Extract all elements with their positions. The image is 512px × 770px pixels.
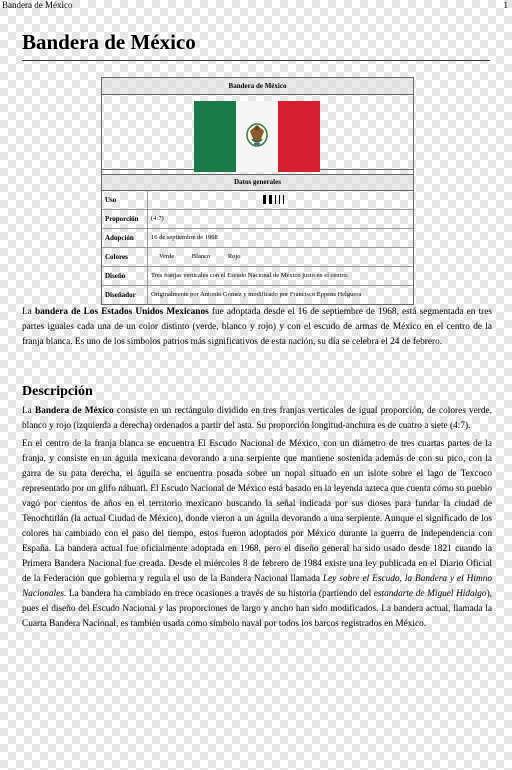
infobox-key: Proporción (102, 210, 148, 228)
infobox-row-diseno (102, 267, 413, 286)
infobox-value (148, 248, 413, 266)
title-rule (22, 60, 490, 61)
coat-of-arms-icon (236, 101, 278, 172)
descripcion-paragraph-1 (22, 404, 492, 434)
flag-red-stripe (278, 101, 320, 172)
infobox-row-uso (102, 191, 413, 210)
infobox-row-colores (102, 248, 413, 267)
infobox-key: Uso (102, 191, 148, 209)
infobox-value: 16 de septiembre de 1968 (151, 234, 218, 241)
bold-text: Bandera de México (35, 406, 114, 416)
text-span: consiste en un rectángulo dividido en tres franjas verticales de igual proporción, de colores verde, blanco y rojo (izquierda a derecha) ordenados a partir del asta. Su proporción longitud-anchura es de cuatro a siete (4:7). (22, 406, 492, 431)
bold-text: bandera de Los Estados Unidos Mexicanos (34, 307, 209, 317)
infobox-key: Colores (102, 248, 148, 266)
text-span: La (22, 406, 35, 416)
text-span: La (22, 307, 35, 317)
descripcion-paragraph-2 (22, 437, 492, 632)
header-title: Bandera de México (2, 0, 73, 10)
flag-use-symbols-icon (263, 195, 284, 204)
running-header (2, 0, 510, 11)
flag-white-stripe (236, 101, 278, 172)
color-label-blanco[interactable]: Blanco (191, 253, 211, 260)
infobox-row-proporcion (102, 210, 413, 229)
infobox-key: Diseñador (102, 286, 148, 304)
infobox-section-heading: Datos generales (102, 174, 413, 191)
flag-green-stripe (194, 101, 236, 172)
infobox-value (148, 191, 413, 209)
infobox (101, 77, 414, 305)
infobox-flag-cell (102, 95, 413, 170)
text-span: . La bandera ha cambiado en trece ocasiones a través de su historia (partiendo del (63, 589, 374, 599)
text-span: En el centro de la franja blanca se encuentra El Escudo Nacional de México, con un diámetro de tres cuartas partes de la franja, y consiste en un águila mexicana devorando a una serpiente que mantiene sostenida además de con su pico, con la garra de su pata derecha, el águila se encuentra posada sobre un nopal situado en un islote sobre el lago de Texcoco representado por un glifo náhuatl. El Escudo Nacional de México está basado en la leyenda azteca que cuenta cómo su pueblo vagó por cientos de años en el territorio mexicano buscando la señal indicada por sus dioses para fundar la ciudad de Tenochtitlán (la actual Ciudad de México), donde vieron a un águila devorando a una serpiente. Aunque el significado de los colores ha cambiado con el paso del tiempo, estos fueron adoptados por México durante la guerra de Independencia con España. La bandera actual fue oficialmente adoptada en 1968, pero el diseño general ha sido usado desde 1821 cuando la Primera Bandera Nacional fue creada. Desde el miércoles 8 de febrero de 1984 existe una ley publicada en el Diario Oficial de la Federación que gobierna y regula el uso de la Bandera Nacional llamada (22, 439, 492, 584)
italic-link-estandarte[interactable]: estandarte de Miguel Hidalgo (373, 589, 487, 599)
text-span: fue adoptada desde el 16 de septiembre de 1968, está segmentada en tres partes iguales cada una de un color distinto (verde, blanco y rojo) y con el escudo de armas de México en el centro de la franja blanca. Es uno de los símbolos patrios más significativos de esta nación, su día se celebra el 24 de febrero. (22, 307, 492, 347)
color-label-verde[interactable]: Verde (159, 253, 175, 260)
infobox-value: Originalmente por Antonio Gómez y modificado por Francisco Eppens Helguera (151, 291, 362, 298)
infobox-value: Tres franjas verticales con el Escudo Nacional de México justo en el centro. (151, 272, 349, 279)
italic-law-title[interactable]: Ley sobre el Escudo, la Bandera y el Himno Nacionales (22, 574, 492, 599)
text-span: ), pues el diseño del Escudo Nacional y las proporciones de largo y ancho han sido modificados. La bandera actual, llamada la Cuarta Bandera Nacional, es también usada como símbolo naval por todos los barcos registrados en México. (22, 589, 492, 629)
infobox-title: Bandera de México (102, 78, 413, 95)
page-title: Bandera de México (22, 30, 196, 54)
infobox-key: Diseño (102, 267, 148, 285)
intro-section (22, 305, 492, 353)
intro-paragraph (22, 305, 492, 350)
descripcion-section (22, 404, 492, 635)
color-label-rojo[interactable]: Rojo (227, 253, 241, 260)
mexico-flag-image[interactable] (194, 101, 320, 172)
infobox-row-disenador (102, 286, 413, 304)
infobox-row-adopcion (102, 229, 413, 248)
infobox-value: (4:7) (151, 215, 164, 222)
page-number: 1 (503, 0, 508, 10)
infobox-key: Adopción (102, 229, 148, 247)
section-heading-descripcion: Descripción (22, 384, 93, 399)
